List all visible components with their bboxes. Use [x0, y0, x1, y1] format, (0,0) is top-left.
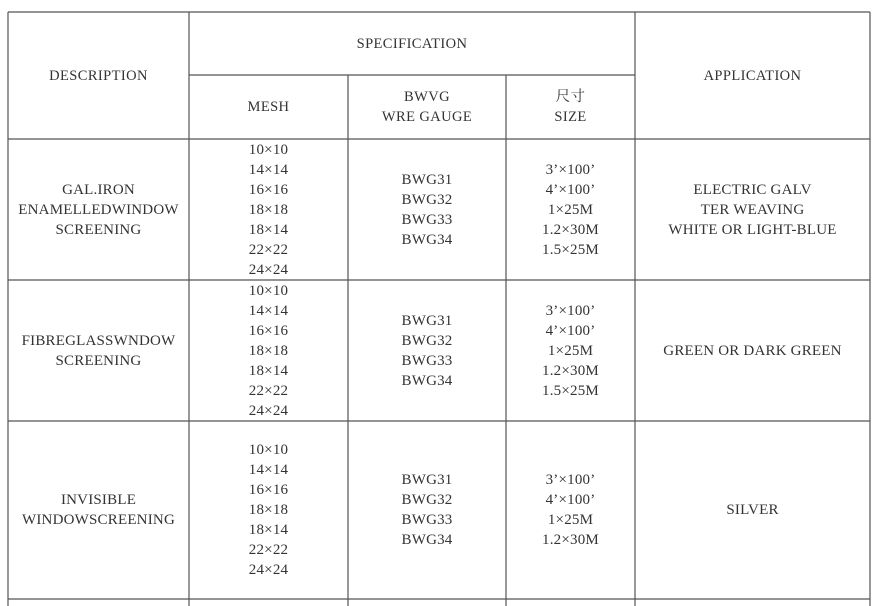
mesh-value: 10×10 [248, 141, 289, 158]
gauge-value: BWG32 [401, 332, 453, 349]
size-value: 1.2×30M [542, 221, 599, 238]
gauge-value: BWG32 [401, 492, 453, 508]
row-0-description-line: ENAMELLEDWINDOW [18, 201, 179, 218]
mesh-value: 16×16 [248, 181, 289, 198]
row-2-description-line: WINDOWSCREENING [22, 512, 175, 528]
row-0-application [635, 139, 870, 280]
row-0-gauge [348, 139, 506, 280]
application-line: ELECTRIC GALV [693, 181, 812, 198]
size-value: 1×25M [547, 342, 594, 359]
row-0-description-line: SCREENING [55, 221, 142, 238]
mesh-value: 22×22 [248, 542, 289, 558]
row-0-description-line: GAL.IRON [62, 181, 135, 198]
row-2-size [506, 421, 635, 599]
row-1-description-line: SCREENING [55, 352, 142, 369]
size-value: 1.2×30M [542, 532, 599, 548]
application-line: SILVER [726, 502, 779, 518]
size-value: 3’×100’ [545, 302, 596, 319]
mesh-value: 16×16 [248, 482, 289, 498]
header-size [506, 75, 635, 139]
row-1-description-line: FIBREGLASSWNDOW [21, 332, 176, 349]
mesh-value: 18×14 [248, 362, 289, 379]
gauge-value: BWG34 [401, 532, 453, 548]
size-value: 1×25M [547, 201, 594, 218]
header-description [8, 12, 189, 139]
gauge-value: BWG31 [401, 171, 453, 188]
header-size-line2: SIZE [554, 109, 587, 125]
mesh-value: 22×22 [248, 382, 289, 399]
header-specification [189, 12, 635, 75]
mesh-value: 16×16 [248, 322, 289, 339]
mesh-value: 18×18 [248, 342, 289, 359]
row-2-gauge [348, 421, 506, 599]
header-application [635, 12, 870, 139]
row-1-mesh [189, 280, 348, 421]
header-description-label: DESCRIPTION [49, 67, 148, 84]
gauge-value: BWG33 [401, 211, 453, 228]
mesh-value: 18×14 [248, 522, 289, 538]
header-application-label: APPLICATION [703, 67, 802, 84]
mesh-value: 10×10 [248, 442, 289, 458]
row-2-description-line: INVISIBLE [60, 492, 137, 508]
gauge-value: BWG34 [401, 231, 453, 248]
row-0-description [8, 139, 189, 280]
application-line: WHITE OR LIGHT-BLUE [668, 221, 837, 238]
size-value: 1.5×25M [542, 382, 599, 399]
header-mesh [189, 75, 348, 139]
size-value: 1×25M [547, 512, 594, 528]
size-value: 4’×100’ [545, 492, 596, 508]
header-gauge-line2: WRE GAUGE [381, 109, 473, 125]
row-1-size [506, 280, 635, 421]
gauge-value: BWG33 [401, 352, 453, 369]
mesh-value: 24×24 [248, 562, 289, 578]
size-value: 1.5×25M [542, 241, 599, 258]
row-1-gauge [348, 280, 506, 421]
gauge-value: BWG31 [401, 472, 453, 488]
header-gauge-line1: BWVG [404, 89, 450, 105]
mesh-value: 24×24 [248, 402, 289, 419]
gauge-value: BWG32 [401, 191, 453, 208]
size-value: 3’×100’ [545, 472, 596, 488]
size-value: 3’×100’ [545, 161, 596, 178]
mesh-value: 18×14 [248, 221, 289, 238]
row-1-application [635, 280, 870, 421]
mesh-value: 18×18 [248, 201, 289, 218]
gauge-value: BWG34 [401, 372, 453, 389]
header-specification-label: SPECIFICATION [356, 35, 468, 52]
mesh-value: 18×18 [248, 502, 289, 518]
size-value: 4’×100’ [545, 181, 596, 198]
header-gauge [348, 75, 506, 139]
row-2-mesh [189, 421, 348, 599]
mesh-value: 14×14 [248, 161, 289, 178]
row-2-description [8, 421, 189, 599]
size-value: 1.2×30M [542, 362, 599, 379]
mesh-value: 14×14 [248, 302, 289, 319]
row-2-application [635, 421, 870, 599]
mesh-value: 24×24 [248, 261, 289, 278]
gauge-value: BWG33 [401, 512, 453, 528]
mesh-value: 10×10 [248, 282, 289, 299]
header-mesh-label: MESH [247, 99, 290, 115]
mesh-value: 22×22 [248, 241, 289, 258]
mesh-value: 14×14 [248, 462, 289, 478]
header-size-line1: 尺寸 [555, 89, 586, 105]
application-line: TER WEAVING [700, 201, 805, 218]
row-1-description [8, 280, 189, 421]
row-0-size [506, 139, 635, 280]
application-line: GREEN OR DARK GREEN [663, 342, 842, 359]
size-value: 4’×100’ [545, 322, 596, 339]
gauge-value: BWG31 [401, 312, 453, 329]
row-0-mesh [189, 139, 348, 280]
